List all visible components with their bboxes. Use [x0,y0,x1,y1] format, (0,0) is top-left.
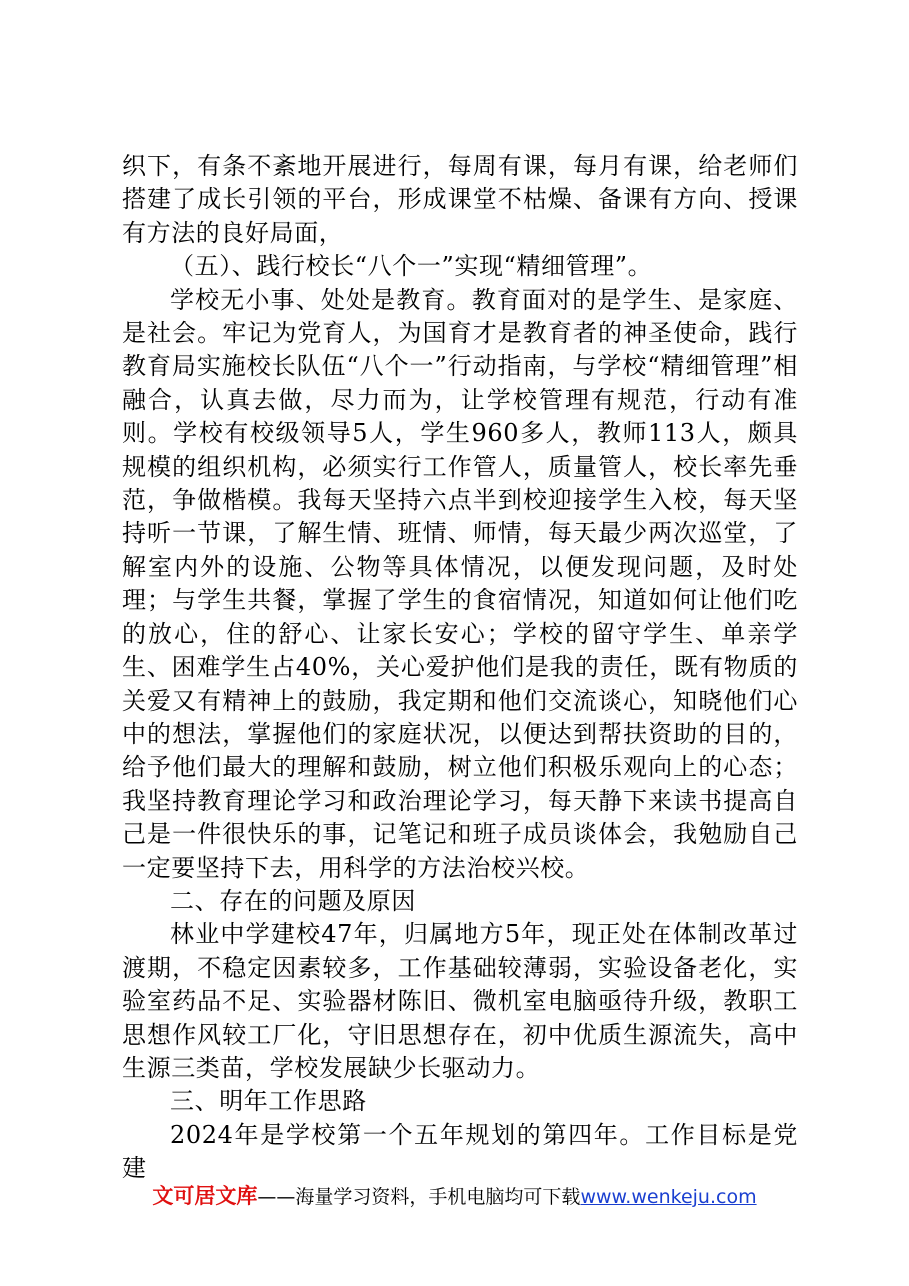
footer-brand: 文可居文库 [152,1184,258,1208]
footer-banner [0,1183,909,1210]
footer-tagline: ——海量学习资料，手机电脑均可下载 [257,1186,581,1208]
document-body [122,150,798,1186]
paragraph-continued: 织下，有条不紊地开展进行，每周有课，每月有课，给老师们搭建了成长引领的平台，形成课堂不枯燥、备课有方向、授课有方法的良好局面， [122,152,798,247]
paragraph-principal-practice: 学校无小事、处处是教育。教育面对的是学生、是家庭、是社会。牢记为党育人，为国育才是教育者的神圣使命，践行教育局实施校长队伍“八个一”行动指南，与学校“精细管理”相融合，认真去做，尽力而为，让学校管理有规范，行动有准则。学校有校级领导5人，学生960多人，教师113人，颇具规模的组织机构，必须实行工作管人，质量管人，校长率先垂范，争做楷模。我每天坚持六点半到校迎接学生入校，每天坚持听一节课，了解生情、班情、师情，每天最少两次巡堂，了解室内外的设施、公物等具体情况，以便发现问题，及时处理；与学生共餐，掌握了学生的食宿情况，知道如何让他们吃的放心，住的舒心、让家长安心；学校的留守学生、单亲学生、困难学生占40%，关心爱护他们是我的责任，既有物质的关爱又有精神上的鼓励，我定期和他们交流谈心，知晓他们心中的想法，掌握他们的家庭状况，以便达到帮扶资助的目的，给予他们最大的理解和鼓励，树立他们积极乐观向上的心态；我坚持教育理论学习和政治理论学习，每天静下来读书提高自己是一件很快乐的事，记笔记和班子成员谈体会，我勉励自己一定要坚持下去，用科学的方法治校兴校。 [122,285,798,882]
section-heading-plan: 三、明年工作思路 [170,1087,367,1116]
paragraph-problems: 林业中学建校47年，归属地方5年，现正处在体制改革过渡期，不稳定因素较多，工作基础较薄弱，实验设备老化，实验室药品不足、实验器材陈旧、微机室电脑亟待升级，教职工思想作风较工厂化，守旧思想存在，初中优质生源流失，高中生源三类苗，学校发展缺少长驱动力。 [122,920,798,1082]
subheading-five: （五）、践行校长“八个一”实现“精细管理”。 [170,252,653,281]
paragraph-plan: 2024年是学校第一个五年规划的第四年。工作目标是党建 [122,1120,798,1183]
footer-link[interactable]: www.wenkeju.com [580,1186,757,1208]
section-heading-problems: 二、存在的问题及原因 [170,886,416,915]
